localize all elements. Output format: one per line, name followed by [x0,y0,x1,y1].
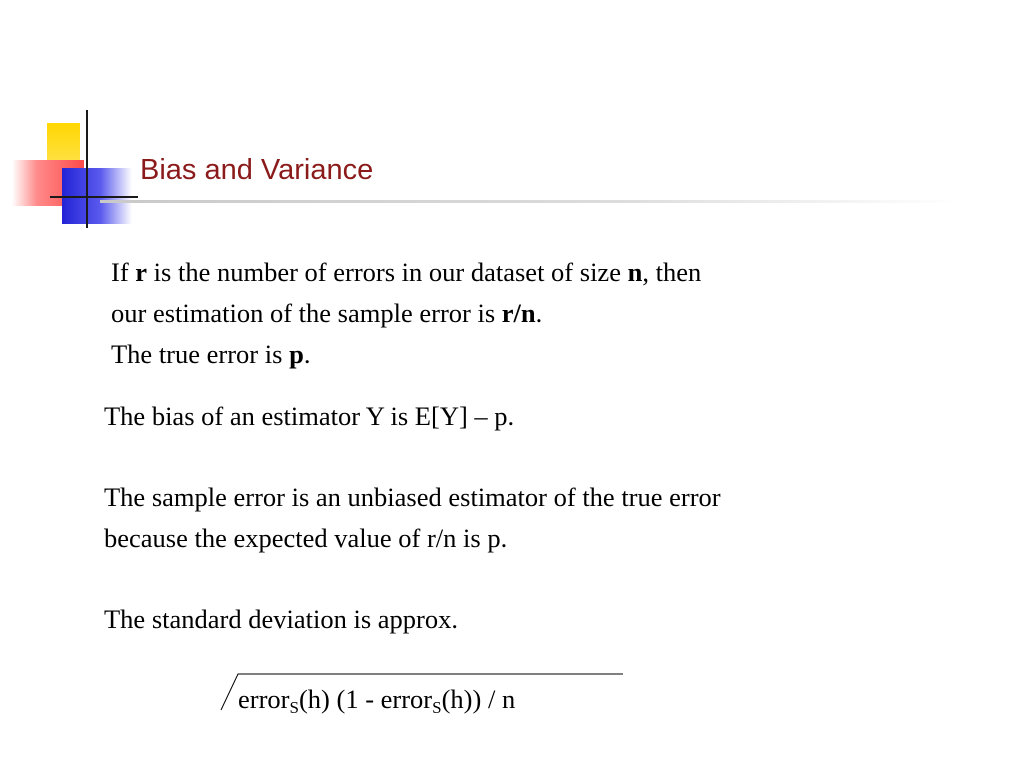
slide-title: Bias and Variance [140,154,374,186]
intro-line-3: The true error is p. [111,339,311,369]
formula-text: error$_S$(h) (1 - error$_S$(h)) / n [238,684,516,717]
intro-line-1: If r is the number of errors in our dataset of size n, then [111,257,702,287]
decorative-logo [0,0,140,240]
unbiased-statement-line-1: The sample error is an unbiased estimator of the true error [104,482,721,512]
intro-paragraph [111,252,931,375]
body-text [104,396,944,640]
bias-definition: The bias of an estimator Y is E[Y] – p. [104,401,515,431]
intro-line-2: our estimation of the sample error is r/n. [111,298,543,328]
unbiased-statement-line-2: because the expected value of r/n is p. [104,523,508,553]
stddev-formula [218,672,628,722]
logo-horizontal-line [50,196,138,198]
title-underline [100,200,960,203]
logo-vertical-line [86,110,88,228]
stddev-statement: The standard deviation is approx. [104,604,458,634]
